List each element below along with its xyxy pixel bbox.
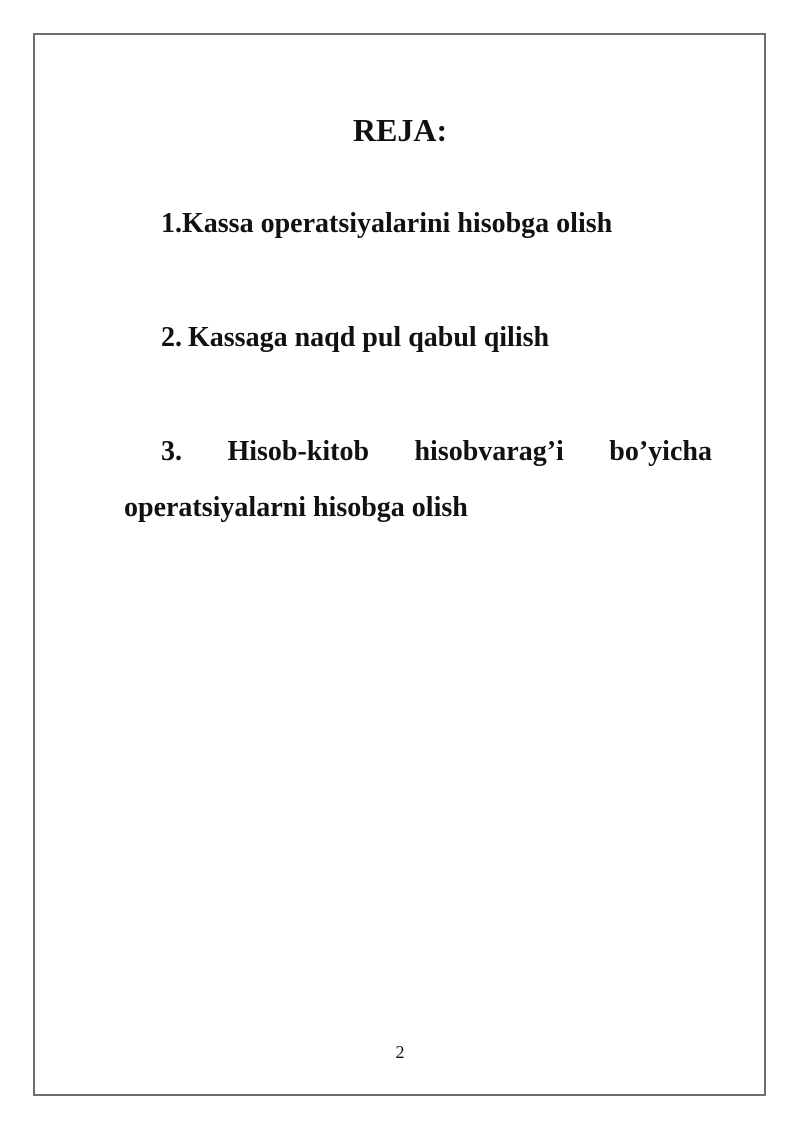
plan-item-1: 1.Kassa operatsiyalarini hisobga olish: [161, 208, 613, 239]
page-border: [33, 33, 766, 1096]
plan-item-3-word: Hisob-kitob: [227, 436, 370, 467]
plan-item-3: [124, 424, 712, 536]
plan-item-2: [161, 310, 549, 366]
plan-item-3-line-2: operatsiyalarni hisobga olish: [124, 492, 468, 523]
page-title: REJA:: [352, 112, 448, 148]
plan-item-2-number: 2.: [161, 322, 182, 353]
page-number: 2: [395, 1042, 405, 1062]
plan-item-2-text: Kassaga naqd pul qabul qilish: [188, 322, 550, 353]
plan-item-3-word: bo’yicha: [609, 436, 712, 467]
plan-item-3-word: 3.: [161, 436, 182, 467]
plan-item-3-word: hisobvarag’i: [414, 436, 564, 467]
plan-item-3-line-1: [124, 424, 712, 480]
